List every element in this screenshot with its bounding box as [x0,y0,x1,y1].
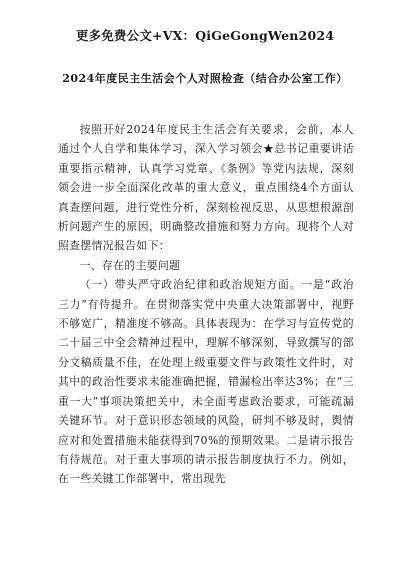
document-body [58,120,354,489]
document-title: 2024年度民主生活会个人对照检查（结合办公室工作） [62,72,348,85]
intro-paragraph: 按照开好2024年度民主生活会有关要求，会前，本人通过个人自学和集体学习，深入学习领会★总书记重要讲话重要指示精神，认真学习党章、《条例》等党内法规，深刻领会进一步全面深化改革的重大意义，重点围绕4个方面认真查摆问题，进行党性分析，深刻检视反思，从思想根源剖析问题产生的原因，明确整改措施和努力方向。现将个人对照查摆情况报告如下： [58,123,354,253]
promo-header: 更多免费公文+VX：QiGeGongWen2024 [75,28,335,43]
section-heading: 一、存在的主要问题 [79,258,181,272]
body-paragraph: （一）带头严守政治纪律和政治规矩方面。一是“政治三力”有待提升。在贯彻落实党中央重大决策部署中，视野不够宽广，精准度不够高。具体表现为：在学习与宣传党的二十届三中全会精神过程中，理解不够深刻，导致撰写的部分文稿质量不佳，在处理上级重要文件与政策性文件时，对其中的政治性要求未能准确把握，错漏检出率达3%；在“三重一大”事项决策把关中，未全面考虑政治要求，可能疏漏关键环节。对于意识形态领域的风险，研判不够及时，舆情应对和处置措施未能获得到70%的预期效果。二是请示报告有待规范。对于重大事项的请示报告制度执行不力。例如，在一些关键工作部署中，常出现先 [58,278,354,486]
